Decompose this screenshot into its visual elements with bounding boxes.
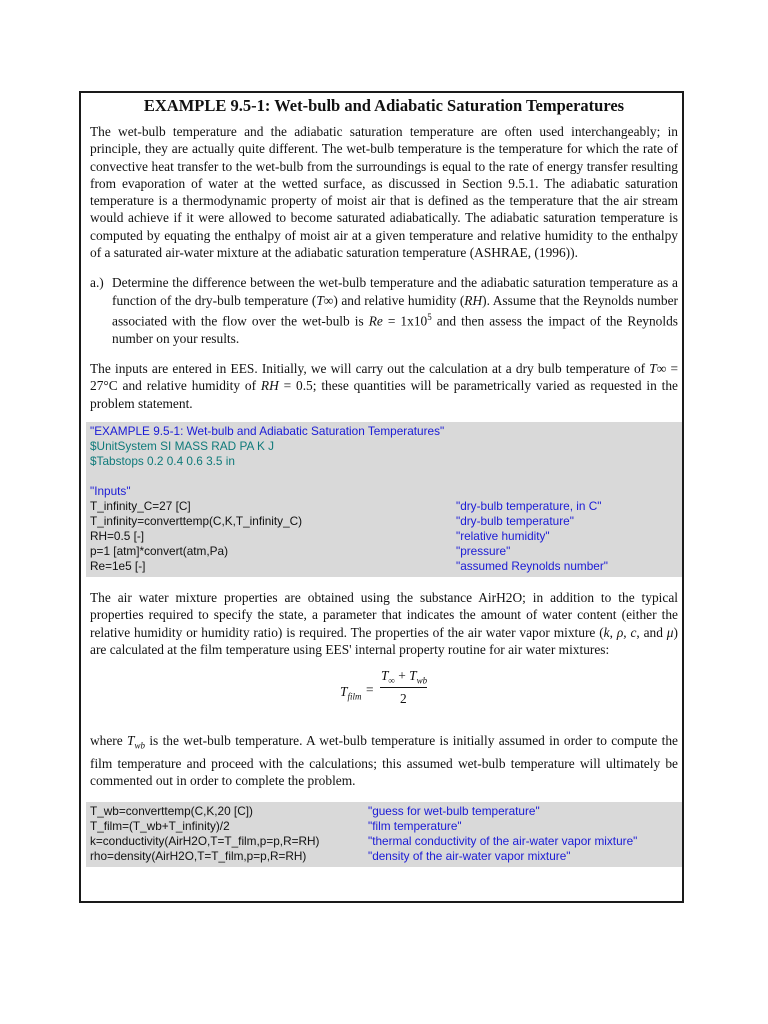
- code-title-line: "EXAMPLE 9.5-1: Wet-bulb and Adiabatic Saturation Temperatures": [90, 423, 445, 438]
- equation-denominator: 2: [400, 691, 407, 707]
- equation-lhs: $T_{film}$: [340, 684, 362, 702]
- page-title: EXAMPLE 9.5-1: Wet-bulb and Adiabatic Saturation Temperatures: [143, 96, 625, 115]
- question-a: [90, 274, 678, 347]
- code-section-inputs: "Inputs": [90, 483, 131, 498]
- code-line: rho=density(AirH2O,T=T_film,p=p,R=RH) "density of the air-water vapor mixture": [90, 848, 571, 863]
- code-line: T_film=(T_wb+T_infinity)/2 "film temperature": [90, 818, 462, 833]
- inputs-paragraph: The inputs are entered in EES. Initially, we will carry out the calculation at a dry bulb temperature of T∞ = 27°C and relative humidity of RH = 0.5; these quantities will be parametrically varied as requested in the problem statement.: [90, 361, 678, 411]
- code-line: k=conductivity(AirH2O,T=T_film,p=p,R=RH) "thermal conductivity of the air-water vapor mixture": [90, 833, 638, 848]
- code-line: p=1 [atm]*convert(atm,Pa) "pressure": [90, 543, 511, 558]
- code-line: T_infinity=converttemp(C,K,T_infinity_C) "dry-bulb temperature": [90, 513, 574, 528]
- intro-paragraph: The wet-bulb temperature and the adiabatic saturation temperature are often used interchangeably; in principle, they are actually quite different. The wet-bulb temperature is the temperature for which the rate of convective heat transfer to the wet-bulb from the surroundings is equal to the rate of energy transfer resulting from evaporation of water at the wetted surface, as discussed in Section 9.5.1. The adiabatic saturation temperature is a thermodynamic property of moist air that is defined as the temperature that the air stream would achieve if it were allowed to become saturated adiabatically. The adiabatic saturation temperature is computed by equating the enthalpy of moist air at a given temperature and relative humidity to the enthalpy of a saturated air-water mixture at the adiabatic saturation temperature (ASHRAE, (1996)).: [90, 124, 678, 261]
- question-text: Determine the difference between the wet-bulb temperature and the adiabatic saturation temperature as a function of the dry-bulb temperature (T∞) and relative humidity (RH). Assume that the Reynolds number associated with the flow over the wet-bulb is $Re = 1x10^5$ and then assess the impact of the Reynolds number on your results.: [112, 275, 678, 346]
- code-tabstops-line: $Tabstops 0.2 0.4 0.6 3.5 in: [90, 453, 235, 468]
- fraction-bar: [380, 687, 427, 688]
- code-unitsystem-line: $UnitSystem SI MASS RAD PA K J: [90, 438, 274, 453]
- code-line: Re=1e5 [-] "assumed Reynolds number": [90, 558, 608, 573]
- wetbulb-paragraph: where $T_{wb}$ is the wet-bulb temperature. A wet-bulb temperature is initially assumed in order to compute the film temperature and proceed with the calculations; this assumed wet-bulb temperature will ultimately be commented out in order to complete the problem.: [90, 733, 678, 789]
- question-label: a.): [90, 275, 104, 291]
- code-line: RH=0.5 [-] "relative humidity": [90, 528, 550, 543]
- code-block-properties: [86, 802, 682, 867]
- code-line: T_wb=converttemp(C,K,20 [C]) "guess for wet-bulb temperature": [90, 803, 540, 818]
- properties-paragraph: The air water mixture properties are obtained using the substance AirH2O; in addition to the typical properties required to specify the state, a parameter that indicates the amount of water content (either the relative humidity or humidity ratio) is required. The properties of the air water vapor mixture (k, ρ, c, and μ) are calculated at the film temperature using EES' internal property routine for air water mixtures:: [90, 589, 678, 657]
- document-content: [90, 96, 678, 867]
- code-block-inputs: [86, 422, 682, 577]
- code-line: T_infinity_C=27 [C] "dry-bulb temperature, in C": [90, 498, 602, 513]
- equation-equals: =: [366, 682, 374, 698]
- equation-numerator: $T_\infty + T_{wb}$: [381, 668, 428, 686]
- film-temperature-equation: [90, 666, 678, 720]
